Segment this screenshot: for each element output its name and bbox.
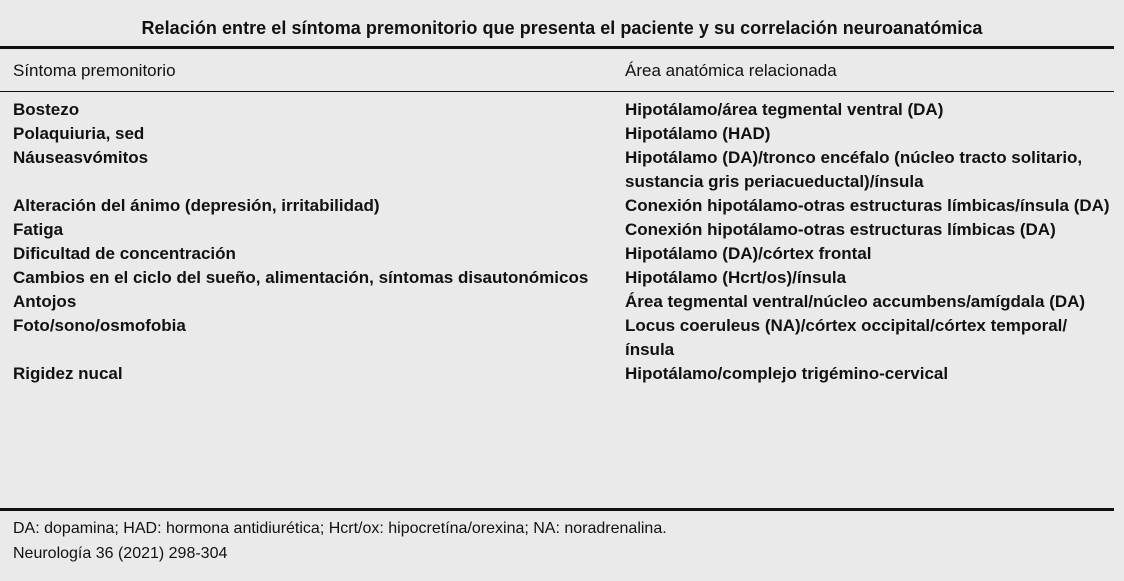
symptom-cell: Polaquiuria, sed: [13, 124, 145, 143]
area-cell: Hipotálamo/área tegmental ventral (DA): [625, 100, 944, 119]
abbreviations-note: DA: dopamina; HAD: hormona antidiurética; Hcrt/ox: hipocretína/orexina; NA: noradrenalina.: [13, 520, 667, 537]
area-cell: Hipotálamo (DA)/tronco encéfalo (núcleo tracto solitario, sustancia gris periacueductal)/ínsula: [625, 148, 1083, 191]
area-cell: Locus coeruleus (NA)/córtex occipital/córtex temporal/ínsula: [625, 316, 1068, 359]
area-cell: Conexión hipotálamo-otras estructuras límbicas/ínsula (DA): [625, 196, 1110, 215]
table-title: Relación entre el síntoma premonitorio que presenta el paciente y su correlación neuroanatómica: [141, 18, 983, 38]
table-row: [13, 242, 1113, 266]
header-rule: [0, 91, 1114, 92]
table-row: [13, 218, 1113, 242]
table-row: [13, 122, 1113, 146]
symptom-cell: Bostezo: [13, 100, 80, 119]
table-row: [13, 362, 1113, 386]
area-cell: Conexión hipotálamo-otras estructuras límbicas (DA): [625, 220, 1056, 239]
table-body: [13, 98, 1113, 386]
symptom-cell: Foto/sono/osmofobia: [13, 316, 186, 335]
table-row: [13, 146, 1113, 194]
area-cell: Hipotálamo (DA)/córtex frontal: [625, 244, 872, 263]
table-row: [13, 314, 1113, 362]
bottom-rule: [0, 508, 1114, 511]
area-cell: Hipotálamo (HAD): [625, 124, 771, 143]
table-row: [13, 290, 1113, 314]
area-cell: Hipotálamo/complejo trigémino-cervical: [625, 364, 949, 383]
area-cell: Hipotálamo (Hcrt/os)/ínsula: [625, 268, 847, 287]
table-row: [13, 194, 1113, 218]
symptom-cell: Alteración del ánimo (depresión, irritabilidad): [13, 196, 380, 215]
table-row: [13, 98, 1113, 122]
header-symptom: Síntoma premonitorio: [13, 61, 176, 80]
source-citation: Neurología 36 (2021) 298-304: [13, 545, 228, 562]
symptom-cell: Fatiga: [13, 220, 64, 239]
table-row: [13, 266, 1113, 290]
symptom-cell: Náuseasvómitos: [13, 148, 149, 167]
area-cell: Área tegmental ventral/núcleo accumbens/amígdala (DA): [625, 292, 1086, 311]
symptom-cell: Dificultad de concentración: [13, 244, 236, 263]
symptom-cell: Cambios en el ciclo del sueño, alimentación, síntomas disautonómicos: [13, 268, 589, 287]
header-area: Área anatómica relacionada: [625, 61, 837, 80]
table-footnote-block: [13, 516, 667, 566]
symptom-cell: Rigidez nucal: [13, 364, 123, 383]
symptom-cell: Antojos: [13, 292, 77, 311]
top-rule: [0, 46, 1114, 49]
